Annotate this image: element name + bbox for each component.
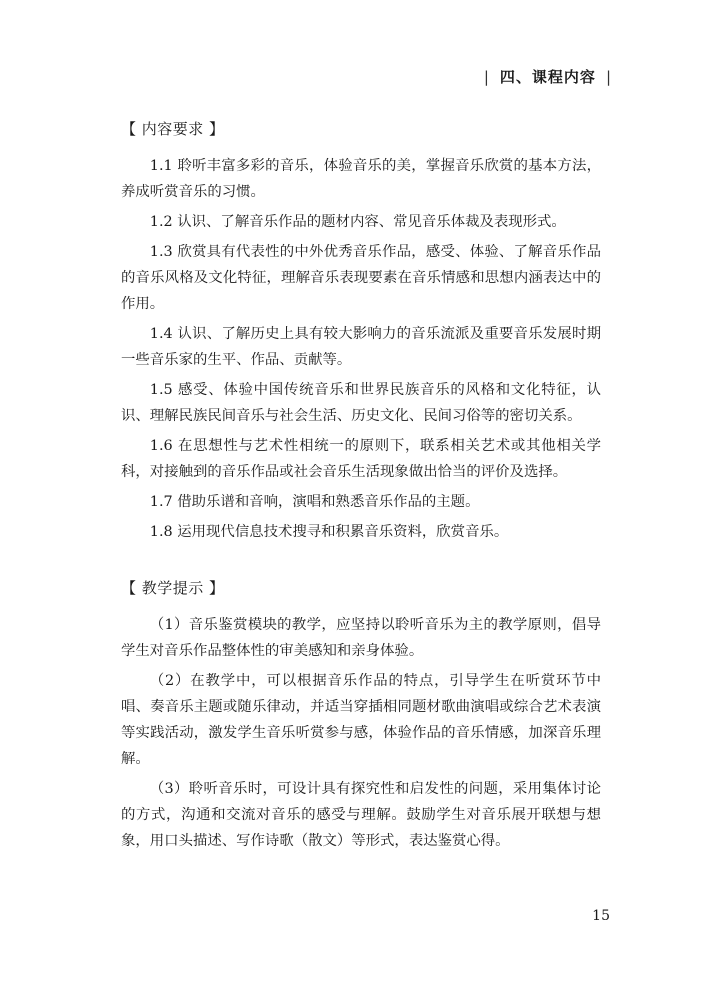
tip-paragraph: （2）在教学中，可以根据音乐作品的特点，引导学生在听赏环节中唱、奏音乐主题或随乐律动，并适当穿插相同题材歌曲演唱或综合艺术表演等实践活动，激发学生音乐听赏参与感，体验作品的音乐情感，加深音乐理解。 [121, 673, 601, 767]
teaching-tips-section [121, 575, 601, 854]
page-number: 15 [592, 908, 610, 924]
requirement-paragraph: 1.7 借助乐谱和音响，演唱和熟悉音乐作品的主题。 [149, 494, 480, 510]
requirement-paragraph: 1.4 认识、了解历史上具有较大影响力的音乐流派及重要音乐发展时期一些音乐家的生平、作品、贡献等。 [121, 326, 601, 368]
requirement-paragraph: 1.1 聆听丰富多彩的音乐，体验音乐的美，掌握音乐欣赏的基本方法，养成听赏音乐的习惯。 [121, 158, 601, 200]
section-spacer [121, 549, 601, 575]
running-header [474, 66, 622, 87]
page-content [121, 116, 601, 858]
requirement-paragraph: 1.2 认识、了解音乐作品的题材内容、常见音乐体裁及表现形式。 [149, 214, 566, 230]
requirement-paragraph: 1.5 感受、体验中国传统音乐和世界民族音乐的风格和文化特征，认识、理解民族民间音乐与社会生活、历史文化、民间习俗等的密切关系。 [121, 382, 601, 424]
section-title-content-requirements: 【 内容要求 】 [121, 120, 225, 138]
header-divider-right: | [605, 68, 612, 86]
requirement-paragraph: 1.3 欣赏具有代表性的中外优秀音乐作品，感受、体验、了解音乐作品的音乐风格及文化特征，理解音乐表现要素在音乐情感和思想内涵表达中的作用。 [121, 244, 601, 312]
header-divider-left: | [483, 68, 490, 86]
requirement-paragraph: 1.6 在思想性与艺术性相统一的原则下，联系相关艺术或其他相关学科，对接触到的音乐作品或社会音乐生活现象做出恰当的评价及选择。 [121, 438, 601, 480]
header-chapter-title: 四、课程内容 [499, 68, 596, 86]
requirement-paragraph: 1.8 运用现代信息技术搜寻和积累音乐资料，欣赏音乐。 [149, 524, 509, 540]
tip-paragraph: （1）音乐鉴赏模块的教学，应坚持以聆听音乐为主的教学原则，倡导学生对音乐作品整体性的审美感知和亲身体验。 [121, 617, 601, 659]
section-title-teaching-tips: 【 教学提示 】 [121, 579, 225, 597]
content-requirements-section [121, 116, 601, 545]
tip-paragraph: （3）聆听音乐时，可设计具有探究性和启发性的问题，采用集体讨论的方式，沟通和交流对音乐的感受与理解。鼓励学生对音乐展开联想与想象，用口头描述、写作诗歌（散文）等形式，表达鉴赏心得。 [121, 781, 601, 849]
